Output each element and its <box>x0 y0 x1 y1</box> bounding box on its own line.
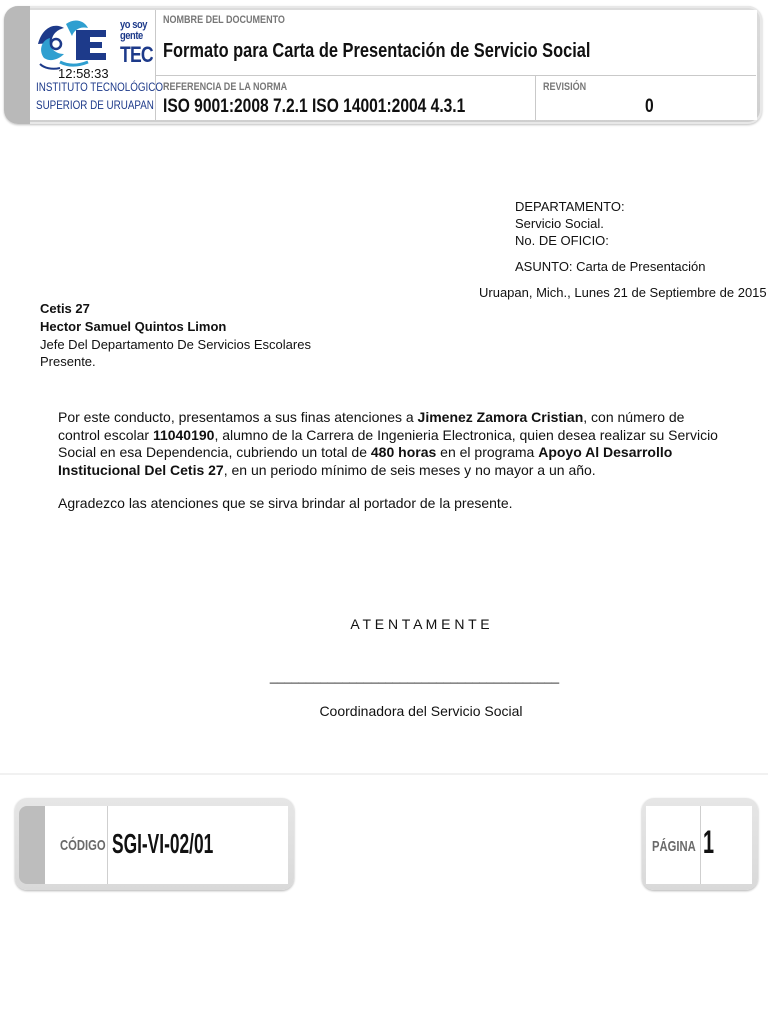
signature-line: ________________________________________ <box>269 669 560 684</box>
code-label: CÓDIGO <box>60 837 106 854</box>
code-value: SGI-VI-02/01 <box>112 828 214 859</box>
page-label: PÁGINA <box>652 838 696 855</box>
control-number: 11040190 <box>152 426 215 443</box>
department-value: Servicio Social. <box>515 216 604 231</box>
code-box-divider <box>107 806 108 884</box>
header-divider <box>156 75 756 76</box>
body-paragraph: Por este conducto, presentamos a sus finas atenciones a Jimenez Zamora Cristian, con número de control escolar 11040190, alumno de la Carrera de Ingenieria Electronica, quien desea realizar su Servicio Social en esa Dependencia, cubriendo un total de 480 horas en el programa Apoyo Al Desarrollo Institucional Del Cetis 27, en un periodo mínimo de seis meses y no mayor a un año. <box>58 409 718 478</box>
place-date: Uruapan, Mich., Lunes 21 de Septiembre de 2015 <box>479 285 767 300</box>
header-divider <box>535 75 536 120</box>
logo-slogan: yo soy gente <box>120 19 148 42</box>
logo-brand: TEC <box>120 42 153 67</box>
doc-name: Formato para Carta de Presentación de Servicio Social <box>163 40 591 62</box>
signer-title: Coordinadora del Servicio Social <box>319 703 523 719</box>
header-divider <box>155 10 156 120</box>
subject: ASUNTO: Carta de Presentación <box>515 259 706 274</box>
total-hours: 480 horas <box>370 444 437 460</box>
norm-label: REFERENCIA DE LA NORMA <box>163 81 288 93</box>
recipient-position: Jefe Del Departamento De Servicios Escolares <box>40 337 311 352</box>
office-number-label: No. DE OFICIO: <box>515 233 609 248</box>
thanks-paragraph: Agradezco las atenciones que se sirva brindar al portador de la presente. <box>58 495 513 511</box>
institution-logo <box>34 14 164 118</box>
code-box-band <box>19 806 45 884</box>
revision-label: REVISIÓN <box>543 81 587 93</box>
recipient-greeting: Presente. <box>40 354 96 369</box>
norm-value: ISO 9001:2008 7.2.1 ISO 14001:2004 4.3.1 <box>163 96 466 117</box>
page-separator <box>0 773 768 775</box>
institution-name: INSTITUTO TECNOLÓGICO <box>36 80 164 94</box>
logo-emblem-icon <box>34 14 120 72</box>
doc-name-label: NOMBRE DEL DOCUMENTO <box>163 14 285 26</box>
closing-salutation: A T E N T A M E N T E <box>350 616 490 632</box>
timestamp: 12:58:33 <box>58 66 109 81</box>
student-name: Jimenez Zamora Cristian <box>417 409 584 425</box>
institution-location: SUPERIOR DE URUAPAN <box>36 98 154 112</box>
header-side-band <box>4 6 30 124</box>
department-label: DEPARTAMENTO: <box>515 199 625 214</box>
page-box-divider <box>700 806 701 884</box>
revision-value: 0 <box>645 96 654 117</box>
page-number: 1 <box>703 824 715 860</box>
recipient-organization: Cetis 27 <box>40 301 90 316</box>
recipient-name: Hector Samuel Quintos Limon <box>40 319 227 334</box>
program-name: Apoyo Al Desarrollo Institucional Del Cetis 27 <box>58 444 673 478</box>
